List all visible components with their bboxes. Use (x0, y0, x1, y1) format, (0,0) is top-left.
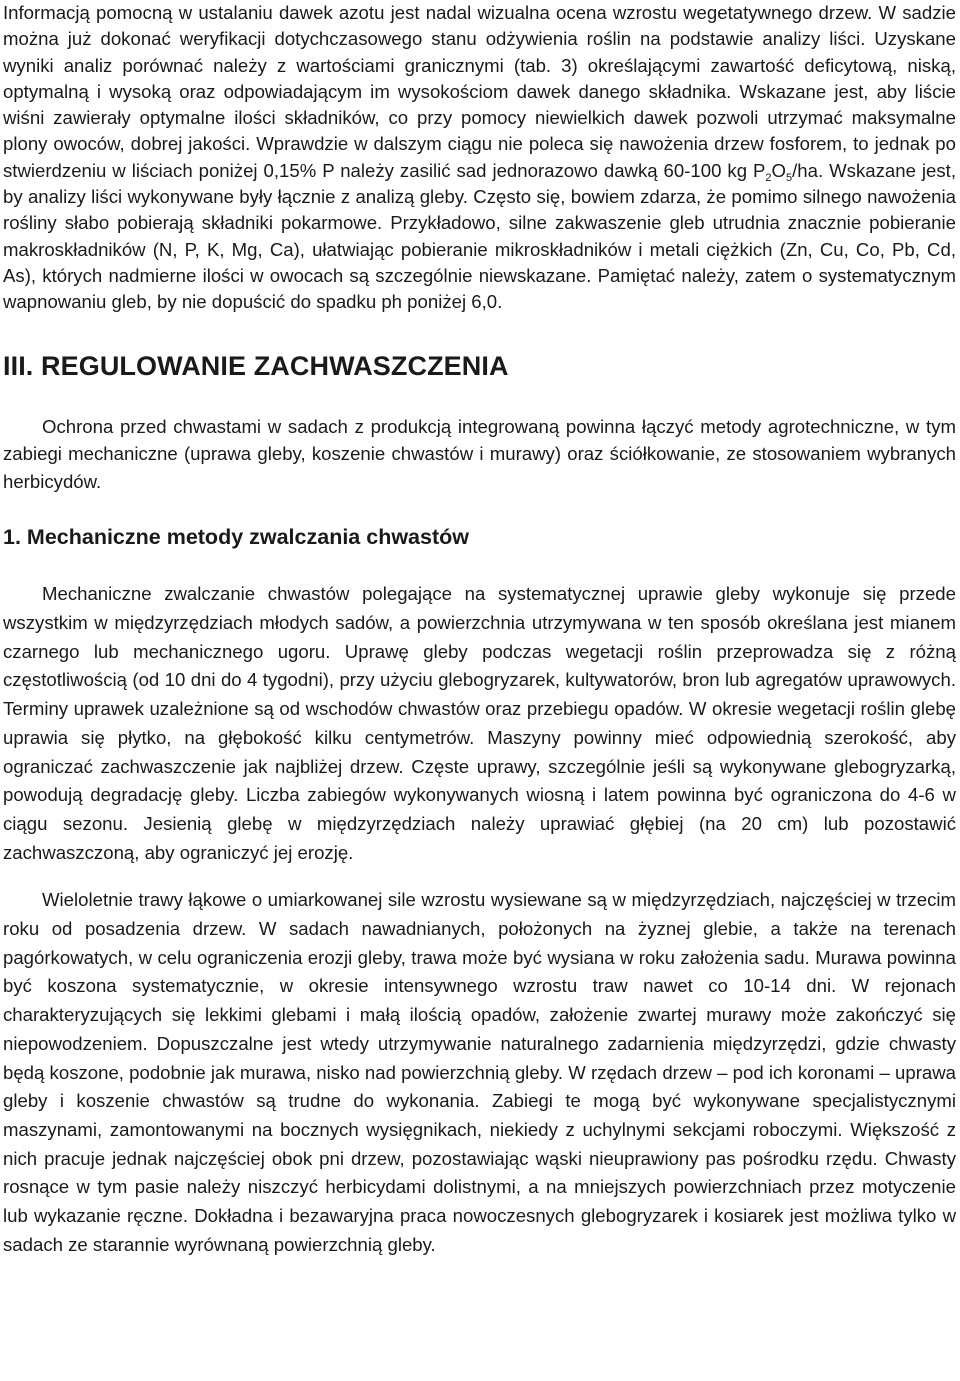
intro-paragraph (3, 0, 956, 316)
intro-text-before-formula: Informacją pomocną w ustalaniu dawek azotu jest nadal wizualna ocena wzrostu wegetatywnego drzew. W sadzie można już dokonać weryfikacji dotychczasowego stanu odżywienia roślin na podstawie analizy liści. Uzyskane wyniki analiz porównać należy z wartościami granicznymi (tab. 3) określającymi zawartość deficytową, niską, optymalną i wysoką oraz odpowiadającym im wysokościom dawek danego składnika. Wskazane jest, aby liście wiśni zawierały optymalne ilości składników, co przy pomocy niewielkich dawek pozwoli utrzymać maksymalne plony owoców, dobrej jakości. Wprawdzie w dalszym ciągu nie poleca się nawożenia drzew fosforem, to jednak po stwierdzeniu w liściach poniżej 0,15% P należy zasilić sad jednorazowo dawką 60-100 kg P (3, 2, 956, 181)
mechanical-control-paragraph: Mechaniczne zwalczanie chwastów polegające na systematycznej uprawie gleby wykonuje się przede wszystkim w międzyrzędziach młodych sadów, a powierzchnia utrzymywana w ten sposób określana jest mianem czarnego lub mechanicznego ugoru. Uprawę gleby podczas wegetacji roślin przeprowadza się z różną częstotliwością (od 10 dni do 4 tygodni), przy użyciu glebogryzarek, kultywatorów, bron lub agregatów uprawowych. Terminy uprawek uzależnione są od wschodów chwastów oraz przebiegu opadów. W okresie wegetacji roślin glebę uprawia się płytko, na głębokość kilku centymetrów. Maszyny powinny mieć odpowiednią szerokość, aby ograniczać zachwaszczenie jak najbliżej drzew. Częste uprawy, szczególnie jeśli są wykonywane glebogryzarką, powodują degradację gleby. Liczba zabiegów wykonywanych wiosną i latem powinna być ograniczona do 4-6 w ciągu sezonu. Jesienią glebę w międzyrzędziach należy uprawiać głębiej (na 20 cm) lub pozostawić zachwaszczoną, aby ograniczyć jej erozję. (3, 583, 956, 863)
grass-cover-paragraph: Wieloletnie trawy łąkowe o umiarkowanej sile wzrostu wysiewane są w międzyrzędziach, najczęściej w trzecim roku od posadzenia drzew. W sadach nawadnianych, położonych na żyznej glebie, a także na terenach pagórkowatych, w celu ograniczenia erozji gleby, trawa może być wysiana w roku założenia sadu. Murawa powinna być koszona systematycznie, w okresie intensywnego wzrostu traw nawet co 10-14 dni. W rejonach charakteryzujących się lekkimi glebami i małą ilością opadów, założenie zwartej murawy może zakończyć się niepowodzeniem. Dopuszczalne jest wtedy utrzymywanie naturalnego zadarnienia międzyrzędzi, gdzie chwasty będą koszone, podobnie jak murawa, nisko nad powierzchnią gleby. W rzędach drzew – pod ich koronami – uprawa gleby i koszenie chwastów są trudne do wykonania. Zabiegi te mogą być wykonywane specjalistycznymi maszynami, zamontowanymi na bocznych wysięgnikach, niekiedy z uchylnymi sekcjami roboczymi. Większość z nich pracuje jednak najczęściej obok pni drzew, pozostawiając wąski nieuprawiony pas pośrodku rzędu. Chwasty rosnące w tym pasie należy niszczyć herbicydami dolistnymi, a na mniejszych powierzchniach przez motyczenie lub wykazanie ręczne. Dokładna i bezawaryjna praca nowoczesnych glebogryzarek i kosiarek jest możliwa tylko w sadach ze starannie wyrównaną powierzchnią gleby. (3, 889, 956, 1255)
intro-text-after-formula: /ha. Wskazane jest, by analizy liści wykonywane były łącznie z analizą gleby. Często się, bowiem zdarza, że pomimo silnego nawożenia rośliny słabo pobierają składniki pokarmowe. Przykładowo, silne zakwaszenie gleb utrudnia znacznie pobieranie makroskładników (N, P, K, Mg, Ca), ułatwiając pobieranie mikroskładników i metali ciężkich (Zn, Cu, Co, Pb, Cd, As), których nadmierne ilości w owocach są szczególnie niewskazane. Pamiętać należy, zatem o systematycznym wapnowaniu gleb, by nie dopuścić do spadku ph poniżej 6,0. (3, 159, 956, 313)
section-intro-paragraph: Ochrona przed chwastami w sadach z produkcją integrowaną powinna łączyć metody agrotechniczne, w tym zabiegi mechaniczne (uprawa gleby, koszenie chwastów i murawy) oraz ściółkowanie, ze stosowaniem wybranych herbicydów. (3, 415, 956, 492)
formula-subscript-oxygen: 5 (786, 171, 793, 184)
section-heading: III. REGULOWANIE ZACHWASZCZENIA (3, 350, 509, 381)
formula-subscript-phosphorus: 2 (765, 171, 772, 184)
subsection-heading: 1. Mechaniczne metody zwalczania chwastów (3, 525, 469, 550)
formula-oxygen: O (771, 159, 787, 181)
